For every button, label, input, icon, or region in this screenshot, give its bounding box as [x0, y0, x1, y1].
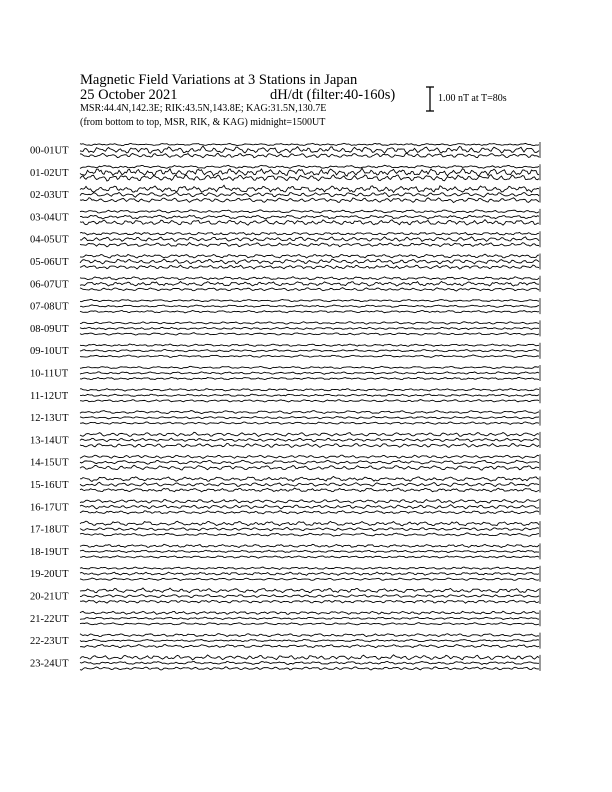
hour-label: 21-22UT [30, 613, 69, 625]
hour-label: 04-05UT [30, 234, 69, 246]
trace-rik [80, 372, 539, 374]
trace-msr [80, 645, 539, 648]
trace-msr [80, 488, 539, 492]
hour-label: 02-03UT [30, 190, 69, 202]
trace-kag [80, 611, 539, 614]
trace-kag [80, 500, 539, 504]
trace-rik [80, 416, 539, 418]
station-order-note: (from bottom to top, MSR, RIK, & KAG) midnight=1500UT [80, 117, 326, 128]
trace-msr [80, 600, 539, 603]
hour-label: 06-07UT [30, 279, 69, 291]
trace-kag [80, 655, 539, 660]
trace-msr [80, 220, 539, 226]
trace-rik [80, 281, 539, 286]
hour-label: 16-17UT [30, 502, 69, 514]
trace-kag [80, 143, 539, 145]
trace-msr [80, 333, 539, 335]
hour-label: 10-11UT [30, 368, 69, 380]
hour-label: 08-09UT [30, 323, 69, 335]
trace-rik [80, 639, 539, 641]
hour-label: 15-16UT [30, 480, 69, 491]
hour-label: 07-08UT [30, 301, 69, 313]
trace-kag [80, 544, 539, 547]
trace-kag [80, 254, 539, 258]
trace-rik [80, 305, 539, 307]
trace-msr [80, 175, 539, 181]
trace-rik [80, 237, 539, 242]
trace-rik [80, 350, 539, 352]
trace-rik [80, 438, 539, 441]
trace-rik [80, 617, 539, 619]
trace-rik [80, 572, 539, 575]
trace-kag [80, 299, 539, 301]
trace-kag [80, 476, 539, 481]
trace-kag [80, 185, 539, 192]
hour-label: 05-06UT [30, 257, 69, 268]
trace-kag [80, 210, 539, 213]
trace-kag [80, 567, 539, 569]
trace-msr [80, 265, 539, 269]
trace-msr [80, 355, 539, 358]
trace-kag [80, 344, 539, 346]
trace-msr [80, 533, 539, 536]
trace-rik [80, 527, 539, 530]
hour-label: 14-15UT [30, 457, 69, 469]
trace-rik [80, 661, 539, 664]
trace-kag [80, 389, 539, 392]
hour-label: 18-19UT [30, 546, 69, 558]
trace-rik [80, 550, 539, 552]
trace-msr [80, 511, 539, 514]
trace-kag [80, 521, 539, 526]
trace-rik [80, 192, 539, 197]
trace-msr [80, 465, 539, 470]
hour-label: 03-04UT [30, 212, 69, 224]
hour-label: 19-20UT [30, 569, 69, 581]
hour-label: 01-02UT [30, 167, 69, 179]
trace-rik [80, 595, 539, 598]
scale-bar-label: 1.00 nT at T=80s [438, 93, 507, 104]
trace-kag [80, 411, 539, 414]
filter-label: dH/dt (filter:40-160s) [270, 87, 396, 103]
trace-msr [80, 400, 539, 402]
trace-msr [80, 667, 539, 670]
hour-label: 13-14UT [30, 435, 69, 447]
trace-kag [80, 277, 539, 280]
trace-rik [80, 482, 539, 486]
trace-msr [80, 198, 539, 203]
trace-kag [80, 432, 539, 436]
hour-label: 11-12UT [30, 390, 69, 402]
trace-msr [80, 310, 539, 312]
trace-rik [80, 146, 539, 153]
trace-rik [80, 460, 539, 464]
trace-rik [80, 505, 539, 509]
trace-kag [80, 455, 539, 458]
trace-kag [80, 322, 539, 324]
trace-kag [80, 366, 539, 368]
trace-msr [80, 153, 539, 157]
station-coordinates: MSR:44.4N,142.3E; RIK:43.5N,143.8E; KAG:31.5N,130.7E [80, 103, 327, 114]
hour-label: 22-23UT [30, 636, 69, 648]
chart-date: 25 October 2021 [80, 87, 178, 103]
hour-label: 23-24UT [30, 658, 69, 670]
trace-msr [80, 578, 539, 580]
trace-kag [80, 165, 539, 168]
hour-label: 09-10UT [30, 346, 69, 358]
hour-label: 00-01UT [30, 145, 69, 157]
trace-msr [80, 623, 539, 625]
trace-msr [80, 243, 539, 247]
trace-rik [80, 168, 539, 176]
trace-msr [80, 288, 539, 291]
trace-msr [80, 556, 539, 558]
trace-rik [80, 215, 539, 219]
trace-rik [80, 327, 539, 329]
chart-title: Magnetic Field Variations at 3 Stations in Japan [80, 72, 358, 88]
trace-msr [80, 443, 539, 447]
hour-label: 20-21UT [30, 591, 69, 603]
trace-kag [80, 232, 539, 235]
hour-rows [30, 142, 540, 671]
trace-msr [80, 422, 539, 424]
hour-label: 17-18UT [30, 524, 69, 536]
trace-msr [80, 377, 539, 379]
trace-rik [80, 259, 539, 264]
trace-kag [80, 634, 539, 637]
trace-kag [80, 588, 539, 593]
trace-rik [80, 394, 539, 396]
hour-label: 12-13UT [30, 413, 69, 425]
